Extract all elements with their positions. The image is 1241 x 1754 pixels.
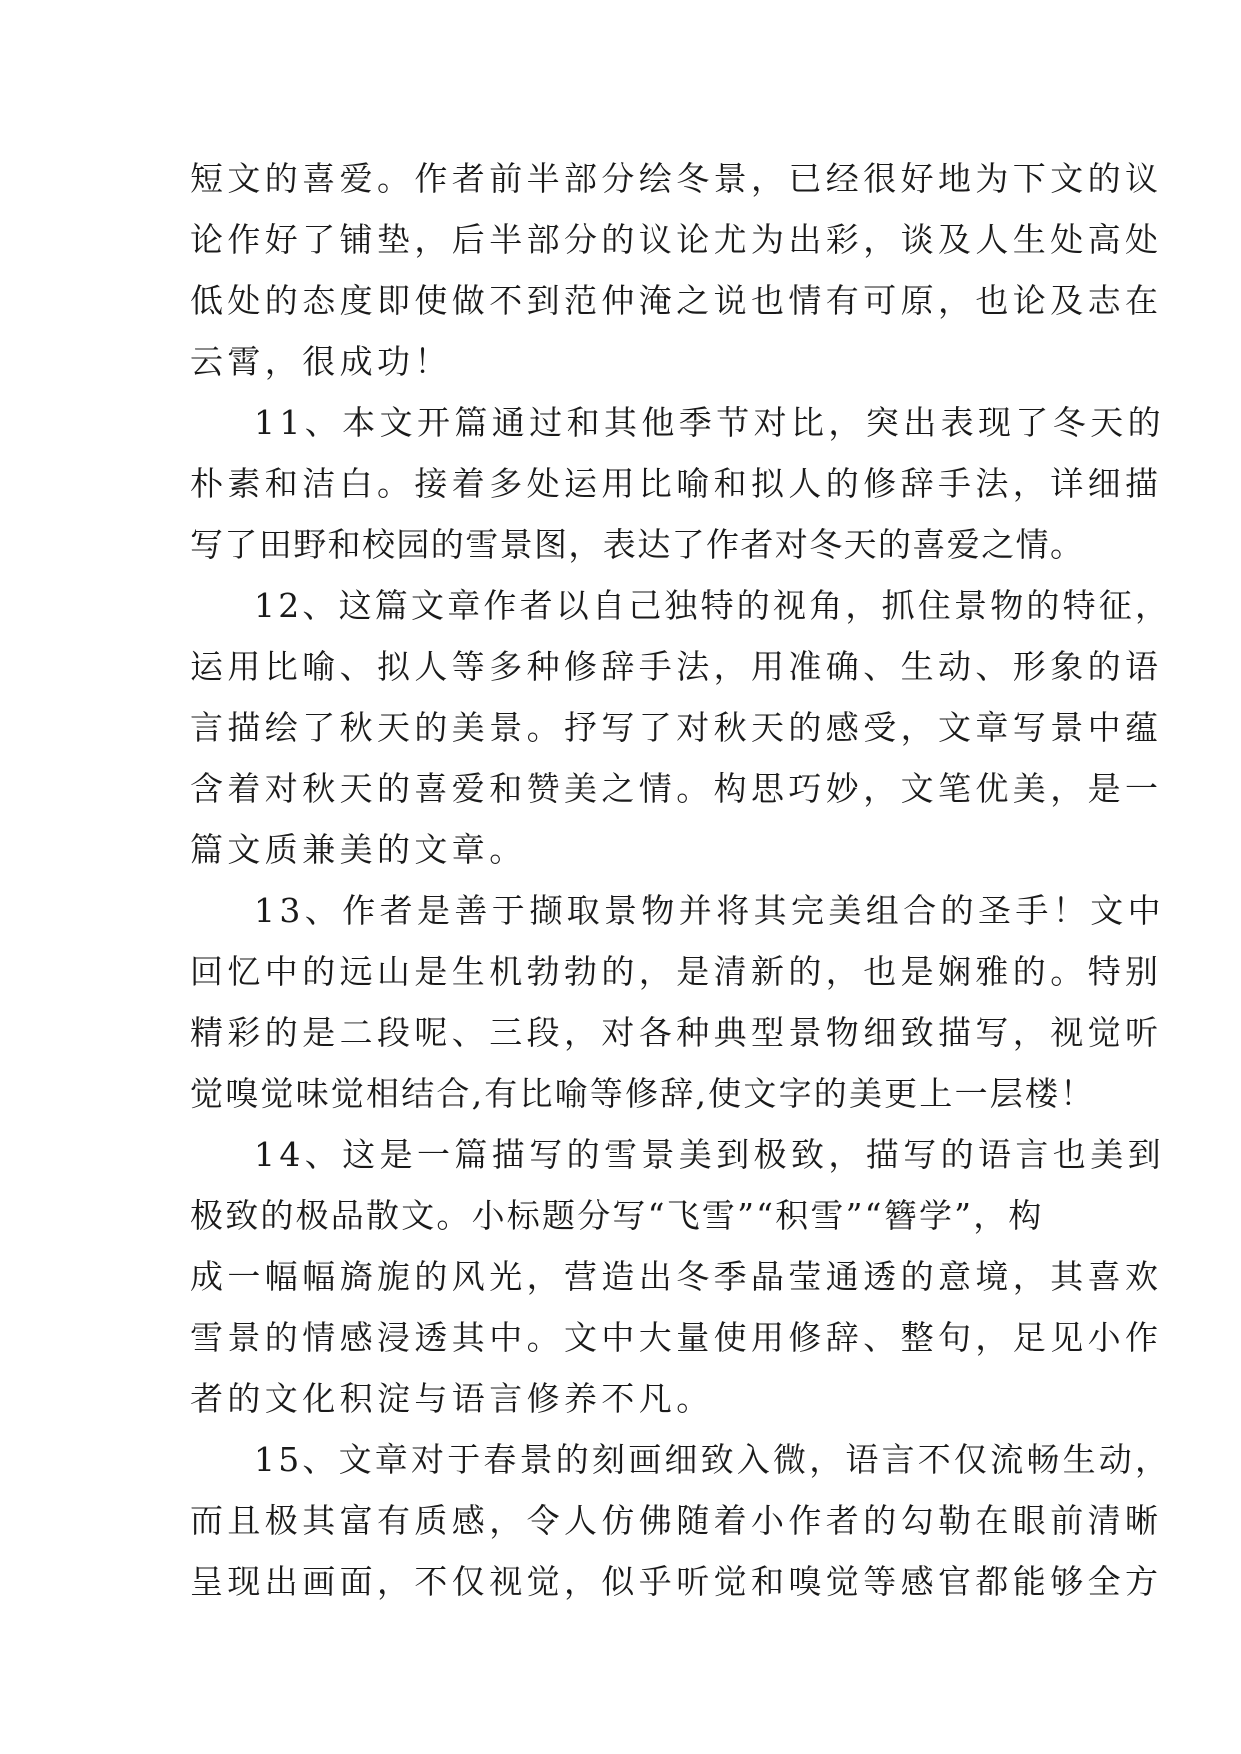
text-line: 短文的喜爱。作者前半部分绘冬景，已经很好地为下文的议 bbox=[190, 159, 1163, 198]
text-line: 14、这是一篇描写的雪景美到极致，描写的语言也美到 bbox=[254, 1135, 1165, 1174]
text-line: 雪景的情感浸透其中。文中大量使用修辞、整句，足见小作 bbox=[190, 1318, 1163, 1357]
paragraph-13 bbox=[190, 880, 1165, 1124]
text-line: 12、这篇文章作者以自己独特的视角，抓住景物的特征， bbox=[254, 586, 1172, 625]
text-line: 13、作者是善于撷取景物并将其完美组合的圣手！文中 bbox=[254, 891, 1165, 930]
text-line: 15、文章对于春景的刻画细致入微，语言不仅流畅生动， bbox=[254, 1440, 1172, 1479]
text-line: 云霄，很成功！ bbox=[190, 342, 452, 381]
text-line: 觉嗅觉味觉相结合,有比喻等修辞,使文字的美更上一层楼！ bbox=[190, 1074, 1096, 1113]
text-line: 含着对秋天的喜爱和赞美之情。构思巧妙，文笔优美，是一 bbox=[190, 769, 1163, 808]
text-line: 呈现出画面，不仅视觉，似乎听觉和嗅觉等感官都能够全方 bbox=[190, 1562, 1163, 1601]
text-line: 而且极其富有质感，令人仿佛随着小作者的勾勒在眼前清晰 bbox=[190, 1501, 1163, 1540]
text-line: 11、本文开篇通过和其他季节对比，突出表现了冬天的 bbox=[254, 403, 1165, 442]
text-line: 朴素和洁白。接着多处运用比喻和拟人的修辞手法，详细描 bbox=[190, 464, 1163, 503]
document-page bbox=[190, 148, 1172, 1612]
text-line: 言描绘了秋天的美景。抒写了对秋天的感受，文章写景中蕴 bbox=[190, 708, 1163, 747]
text-line: 运用比喻、拟人等多种修辞手法，用准确、生动、形象的语 bbox=[190, 647, 1163, 686]
text-line: 篇文质兼美的文章。 bbox=[190, 830, 527, 869]
text-line: 极致的极品散文。小标题分写“飞雪”“积雪”“簪学”，构 bbox=[190, 1196, 1044, 1235]
text-line: 写了田野和校园的雪景图，表达了作者对冬天的喜爱之情。 bbox=[190, 525, 1085, 564]
text-line: 论作好了铺垫，后半部分的议论尤为出彩，谈及人生处高处 bbox=[190, 220, 1163, 259]
paragraph-14 bbox=[190, 1124, 1165, 1429]
text-line: 者的文化积淀与语言修养不凡。 bbox=[190, 1379, 714, 1418]
text-line: 成一幅幅旖旎的风光，营造出冬季晶莹通透的意境，其喜欢 bbox=[190, 1257, 1163, 1296]
text-line: 低处的态度即使做不到范仲淹之说也情有可原，也论及志在 bbox=[190, 281, 1163, 320]
text-line: 精彩的是二段呢、三段，对各种典型景物细致描写，视觉听 bbox=[190, 1013, 1163, 1052]
paragraph-10-continued bbox=[190, 148, 1163, 392]
text-line: 回忆中的远山是生机勃勃的，是清新的，也是娴雅的。特别 bbox=[190, 952, 1163, 991]
paragraph-12 bbox=[190, 575, 1172, 880]
paragraph-15 bbox=[190, 1429, 1172, 1612]
paragraph-11 bbox=[190, 392, 1165, 575]
